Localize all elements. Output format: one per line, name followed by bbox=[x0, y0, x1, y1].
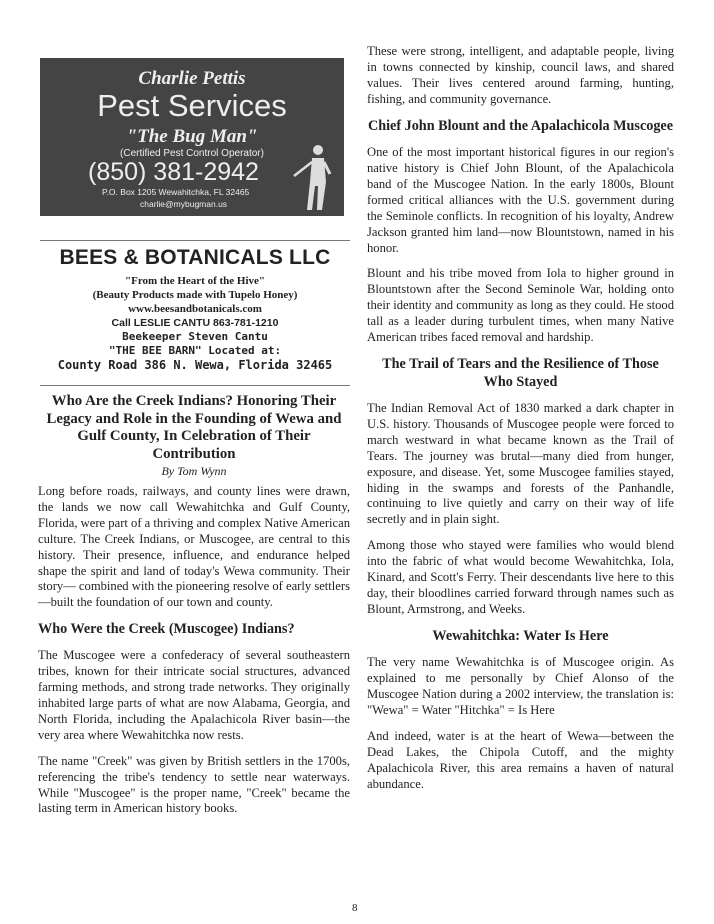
divider-bottom bbox=[40, 385, 350, 386]
pest-services-ad bbox=[40, 58, 344, 216]
exterminator-figure-icon bbox=[290, 142, 336, 212]
divider-top bbox=[40, 240, 350, 241]
paragraph-muscogee: The Muscogee were a confederacy of several southeastern tribes, known for their intricate social structures, advanced farming methods, and strong trade networks. They originally inhabited large parts of what are now Alabama, Georgia, and North Florida, including the Apalachicola River basin—the very area where Wewahitchka now rests. bbox=[38, 648, 350, 742]
paragraph-water: And indeed, water is at the heart of Wewa—between the Dead Lakes, the Chipola Cutoff, and the mighty Apalachicola River, this area remains a haven of natural abundance. bbox=[367, 728, 674, 791]
byline: By Tom Wynn bbox=[161, 464, 227, 478]
paragraph-trail: The Indian Removal Act of 1830 marked a dark chapter in U.S. history. Thousands of Muscogee people were forced to march westward in what became known as the Trail of Tears. The journey was brutal—many died from hunger, exposure, and disease. Yet, some Muscogee families stayed, hiding in the swamps and forests of the Panhandle, continuing to live quietly and carry on their way of life secretly and in plain sight. bbox=[367, 401, 674, 527]
ad2-website: www.beesandbotanicals.com bbox=[128, 303, 262, 315]
page-number: 8 bbox=[352, 902, 358, 914]
ad-phone: (850) 381-2942 bbox=[88, 158, 259, 186]
ad2-barn: "THE BEE BARN" Located at: bbox=[108, 344, 282, 357]
ad2-tagline: "From the Heart of the Hive" bbox=[125, 275, 265, 287]
ad-business-name: Pest Services bbox=[97, 88, 287, 123]
ad-brand: Charlie Pettis bbox=[138, 68, 246, 89]
right-column bbox=[367, 44, 674, 793]
paragraph-intro: Long before roads, railways, and county lines were drawn, the lands we now call Wewahitchka and Gulf County, Florida, were part of a thriving and complex Native American culture. The Creek Indians, or Muscogee, are central to this history. Their presence, influence, and endurance helped shape the spirit and land of today's Wewa community. Their story— combined with the pioneering resolve of early settlers—built the foundation of our town and county. bbox=[38, 484, 350, 610]
article-title: Who Are the Creek Indians? Honoring Their Legacy and Role in the Founding of Wewa and Gulf County, In Celebration of Their Contribution bbox=[46, 393, 342, 462]
left-column bbox=[38, 393, 350, 817]
paragraph-stayed: Among those who stayed were families who would blend into the fabric of what would become Wewahitchka, Iola, Kinard, and Scott's Ferry. Their descendants live here to this day, their bloodlines carried forward through names such as Blount, Armstrong, and Weeks. bbox=[367, 538, 674, 616]
ad-certification: (Certified Pest Control Operator) bbox=[120, 148, 264, 159]
heading-water: Wewahitchka: Water Is Here bbox=[432, 627, 609, 644]
ad2-beekeeper: Beekeeper Steven Cantu bbox=[122, 330, 268, 343]
heading-creek: Who Were the Creek (Muscogee) Indians? bbox=[38, 621, 295, 638]
ad-address: P.O. Box 1205 Wewahitchka, FL 32465 bbox=[102, 187, 250, 197]
ad-email: charlie@mybugman.us bbox=[140, 199, 228, 209]
ad-nickname: "The Bug Man" bbox=[126, 126, 258, 147]
ad2-products: (Beauty Products made with Tupelo Honey) bbox=[92, 289, 298, 301]
paragraph-name-origin: The very name Wewahitchka is of Muscogee origin. As explained to me personally by Chief Alonso of the Muscogee Nation during a 2002 interview, the translation is: "Wewa" = Water "Hitchka" = Is Here bbox=[367, 655, 674, 717]
paragraph-blountstown: Blount and his tribe moved from Iola to higher ground in Blountstown after the Second Seminole War, holding onto their identity and community as long as they could. He stood tall as a leader during turbulent times, when many Native American tribes faced removal and hardship. bbox=[367, 266, 674, 345]
heading-trail: The Trail of Tears and the Resilience of Those Who Stayed bbox=[382, 356, 659, 390]
ad2-location: County Road 386 N. Wewa, Florida 32465 bbox=[57, 358, 333, 372]
paragraph-people: These were strong, intelligent, and adaptable people, living in towns connected by kinship, council laws, and shared values. Their lives centered around farming, hunting, fishing, and community governance. bbox=[367, 44, 674, 106]
ad2-call: Call LESLIE CANTU 863-781-1210 bbox=[111, 317, 279, 329]
ad2-name: BEES & BOTANICALS LLC bbox=[59, 246, 331, 269]
bees-botanicals-ad bbox=[40, 246, 350, 372]
paragraph-creek-name: The name "Creek" was given by British settlers in the 1700s, referencing the tribe's tendency to settle near waterways. While "Muscogee" is the proper name, "Creek" became the lasting term in American history books. bbox=[38, 753, 350, 816]
paragraph-blount: One of the most important historical figures in our region's native history is Chief John Blount, of the Apalachicola band of the Muscogee Nation. In the early 1800s, Blount formed critical alliances with the U.S. government during the Seminole conflicts. In recognition of his loyalty, Andrew Jackson granted him land—now Blountstown, named in his honor. bbox=[367, 145, 674, 255]
heading-blount: Chief John Blount and the Apalachicola Muscogee bbox=[367, 117, 674, 134]
